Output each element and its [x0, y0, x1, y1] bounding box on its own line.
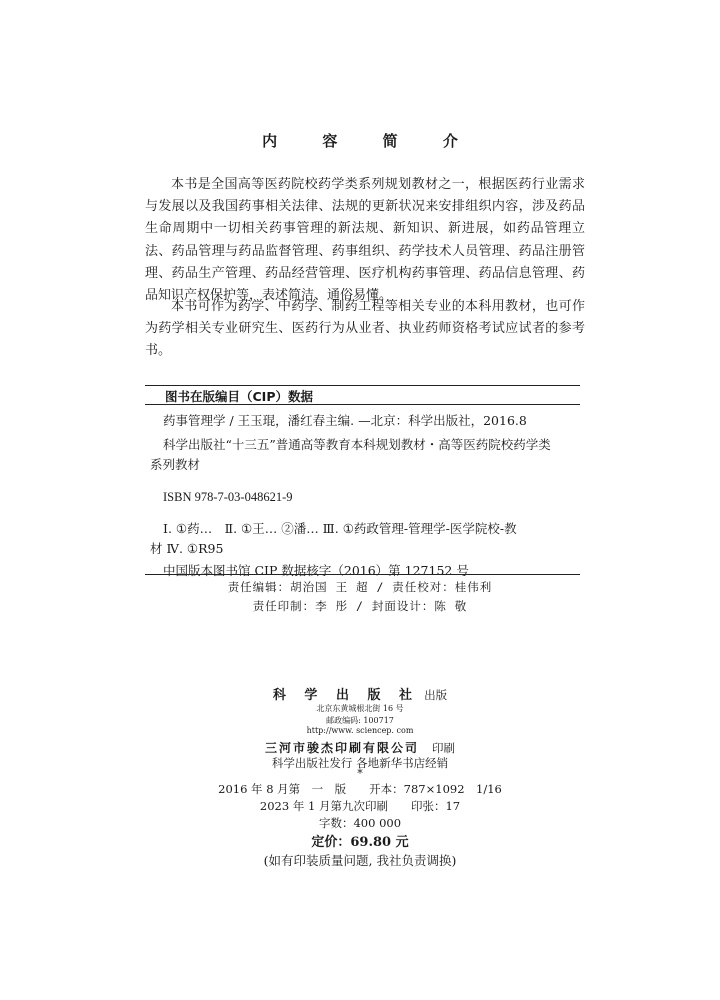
- printing-line: 2023 年 1 月第九次印刷 印张：17: [259, 799, 461, 813]
- cip-line-subject: Ⅰ. ①药… Ⅱ. ①王… ②潘… Ⅲ. ①药政管理-管理学-医学院校-教: [163, 521, 517, 536]
- distribution-line: 科学出版社发行 各地新华书店经销: [271, 756, 449, 770]
- price-line: 定价：69.80 元: [311, 835, 409, 850]
- summary-paragraph-2: 本书可作为药学、中药学、制药工程等相关专业的本科用教材，也可作为药学相关专业研究生、医药行为从业者、执业药师资格考试应试者的参考书。: [145, 299, 585, 359]
- publisher-website: http://www. sciencep. com: [306, 726, 414, 735]
- cip-line-title: 药事管理学 / 王玉琨，潘红春主编. —北京：科学出版社，2016.8: [163, 413, 527, 428]
- cip-heading: 图书在版编目（CIP）数据: [165, 389, 313, 404]
- cip-line-series-cont: 系列教材: [150, 457, 201, 472]
- printer-suffix: 印刷: [432, 741, 456, 755]
- cip-line-isbn: ISBN 978-7-03-048621-9: [163, 490, 293, 504]
- printer-name: 三河市骏杰印刷有限公司: [264, 741, 419, 755]
- cip-line-subject-cont: 材 Ⅳ. ①R95: [150, 541, 224, 556]
- printer-line: [0, 737, 720, 756]
- summary-title: 内 容 简 介: [262, 132, 478, 150]
- publisher-line: [0, 684, 720, 703]
- cip-top-rule: [145, 385, 580, 386]
- cip-body: [150, 411, 580, 581]
- wordcount-line: 字数：400 000: [318, 816, 402, 830]
- editors-line-2: 责任印制：李 彤 / 封面设计：陈 敬: [252, 599, 468, 613]
- cip-line-series: 科学出版社“十三五”普通高等教育本科规划教材・高等医药院校药学类: [163, 437, 551, 452]
- quality-notice: (如有印装质量问题, 我社负责调换): [263, 853, 457, 868]
- cip-heading-rule: [145, 404, 580, 405]
- edition-line: 2016 年 8 月第 一 版 开本：787×1092 1/16: [218, 782, 502, 796]
- editors-line-1: 责任编辑：胡治国 王 超 / 责任校对：桂伟利: [227, 580, 493, 594]
- publisher-name: 科 学 出 版 社: [272, 688, 419, 703]
- publisher-postcode: 邮政编码: 100717: [326, 716, 394, 725]
- publisher-address: 北京东黄城根北街 16 号: [316, 704, 404, 713]
- publisher-suffix: 出版: [424, 688, 448, 702]
- cip-line-number: 中国版本图书馆 CIP 数据核字（2016）第 127152 号: [163, 563, 469, 578]
- summary-paragraph-1: 本书是全国高等医药院校药学类系列规划教材之一，根据医药行业需求与发展以及我国药事相关法律、法规的更新状况来安排组织内容，涉及药品生命周期中一切相关药事管理的新法规、新知识、新进展，如药品管理立法、药品管理与药品监督管理、药事组织、药学技术人员管理、药品注册管理、药品生产管理、药品经营管理、医疗机构药事管理、药品信息管理、药品知识产权保护等，表述简洁、通俗易懂。: [145, 177, 585, 304]
- cip-bottom-rule: [145, 574, 580, 575]
- separator-star: *: [357, 767, 363, 780]
